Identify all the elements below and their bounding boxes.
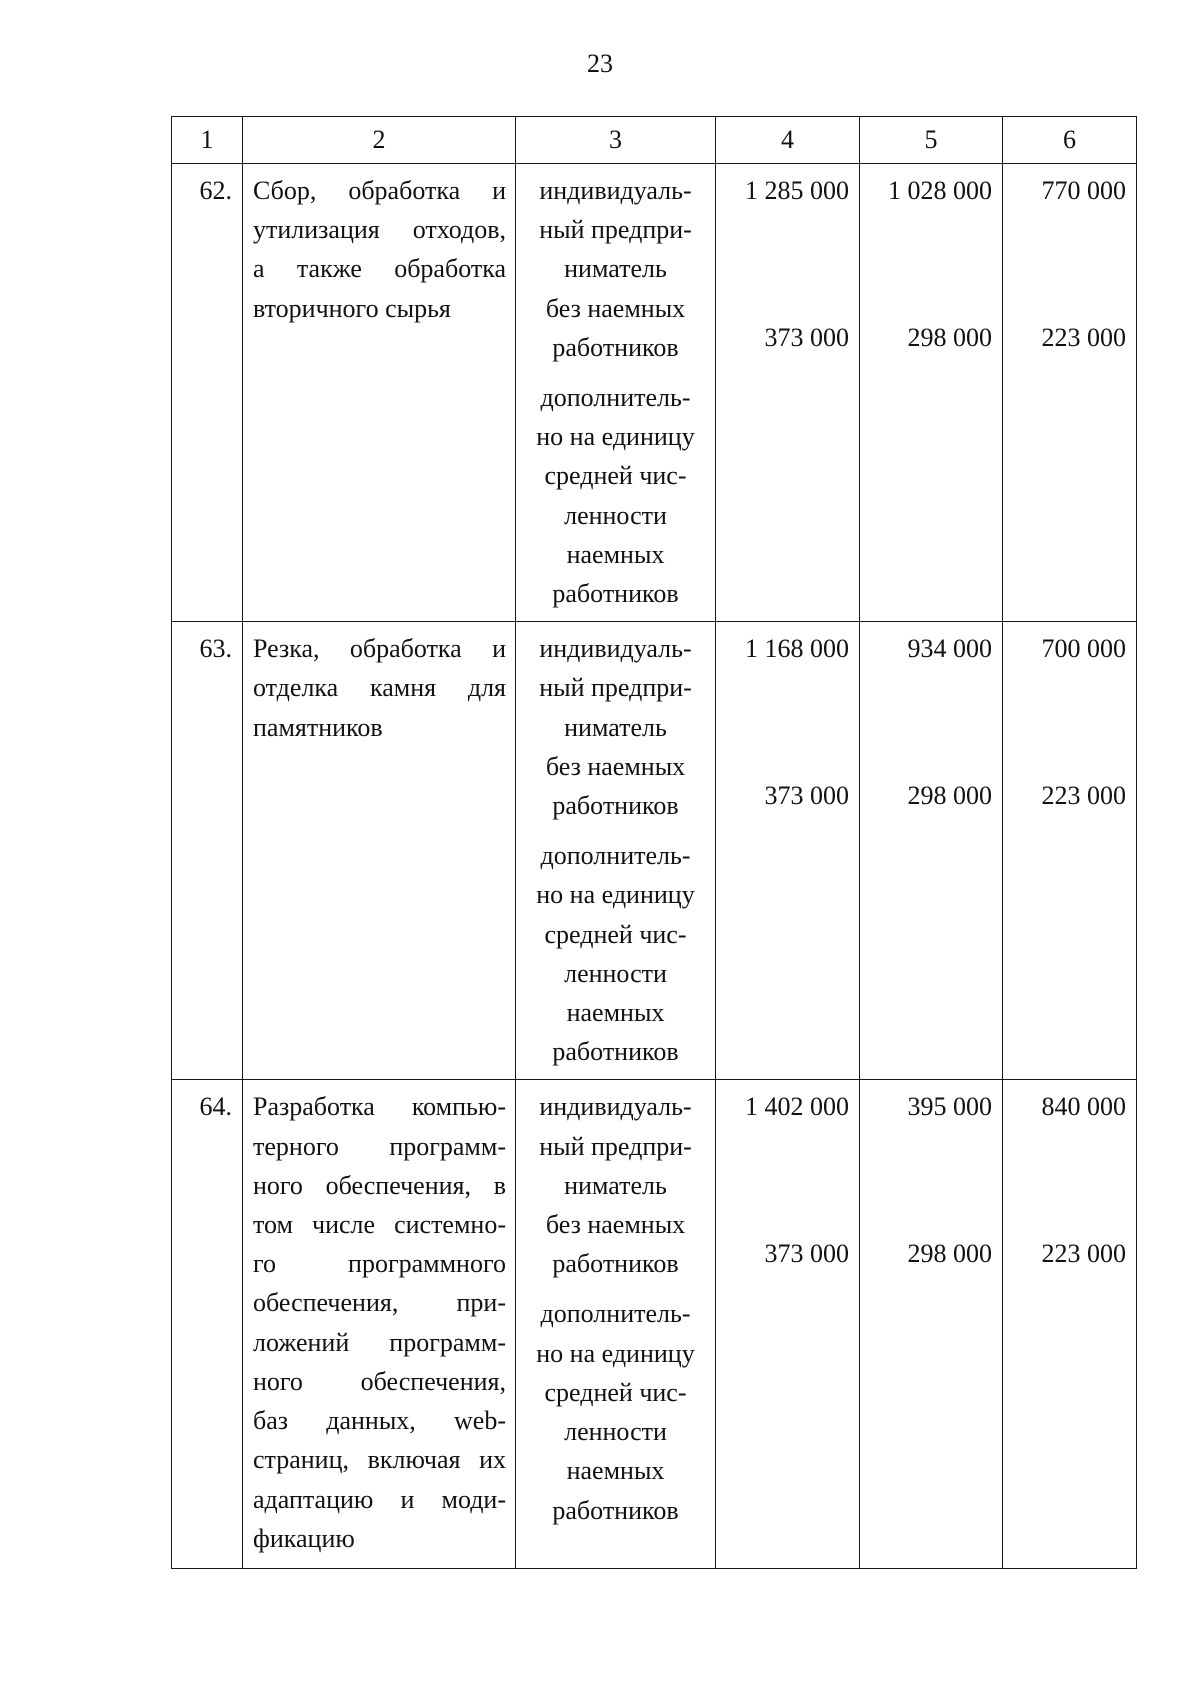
value-ip: 1 168 000 — [745, 634, 849, 664]
category-line: но на единицу — [536, 422, 695, 452]
category-line: ленности — [564, 1417, 667, 1447]
category-line: ный предпри- — [539, 1131, 692, 1161]
value-col-6 — [1003, 164, 1137, 622]
name-line: ложений программ- — [253, 1327, 506, 1357]
value-ip: 770 000 — [1041, 176, 1126, 205]
value-additional: 298 000 — [907, 781, 992, 811]
category-line: без наемных — [545, 293, 686, 323]
category-cell — [516, 164, 716, 622]
name-line: отделка камня для — [253, 673, 506, 703]
value-additional: 298 000 — [907, 1239, 992, 1269]
category-additional — [520, 1294, 711, 1529]
category-line: работников — [552, 332, 679, 362]
category-line: индивидуаль- — [539, 176, 692, 205]
activity-name — [243, 164, 516, 622]
name-line: а также обработка — [253, 254, 506, 284]
category-line: средней чис- — [544, 461, 687, 491]
category-line: без наемных — [545, 751, 686, 781]
value-ip: 1 028 000 — [888, 176, 992, 205]
category-line: наемных — [566, 998, 665, 1028]
name-line: терного программ- — [253, 1131, 506, 1161]
category-line: наемных — [566, 1456, 665, 1486]
category-line: средней чис- — [544, 1377, 687, 1407]
header-col-5: 5 — [860, 117, 1003, 164]
name-line: вторичного сырья — [253, 293, 451, 323]
name-line: баз данных, web- — [253, 1406, 506, 1436]
value-additional: 373 000 — [764, 323, 849, 352]
category-ip — [520, 171, 711, 367]
category-line: ниматель — [564, 712, 667, 742]
name-line: Разработка компью- — [253, 1092, 506, 1122]
value-col-6 — [1003, 1080, 1137, 1568]
category-line: но на единицу — [536, 1338, 695, 1368]
value-col-5 — [860, 164, 1003, 622]
header-col-1: 1 — [172, 117, 243, 164]
name-line: Резка, обработка и — [253, 634, 506, 664]
name-line: страниц, включая их — [253, 1445, 506, 1475]
value-ip: 934 000 — [907, 634, 992, 664]
name-line: том числе системно- — [253, 1210, 506, 1240]
value-additional: 223 000 — [1041, 323, 1126, 352]
category-additional — [520, 836, 711, 1071]
table-row — [172, 164, 1137, 622]
name-line: утилизация отходов, — [253, 215, 506, 245]
category-ip — [520, 1087, 711, 1283]
name-line: ного обеспечения, — [253, 1366, 506, 1396]
value-ip: 1 402 000 — [745, 1092, 849, 1122]
table-row — [172, 622, 1137, 1080]
value-additional: 298 000 — [907, 323, 992, 352]
value-ip: 840 000 — [1041, 1092, 1126, 1122]
value-additional: 223 000 — [1041, 781, 1126, 811]
activity-name — [243, 622, 516, 1080]
value-col-4 — [716, 164, 860, 622]
name-line: го программного — [253, 1249, 506, 1279]
header-col-2: 2 — [243, 117, 516, 164]
category-line: наемных — [566, 539, 665, 569]
name-line: адаптацию и моди- — [253, 1484, 506, 1514]
value-col-4 — [716, 1080, 860, 1568]
category-line: дополнитель- — [540, 1299, 691, 1329]
row-number: 63. — [172, 622, 243, 1080]
value-col-5 — [860, 1080, 1003, 1568]
category-line: работников — [552, 791, 679, 821]
category-line: работников — [552, 1037, 679, 1067]
category-line: ный предпри- — [539, 673, 692, 703]
header-col-4: 4 — [716, 117, 860, 164]
name-line: ного обеспечения, в — [253, 1170, 506, 1200]
category-ip — [520, 629, 711, 825]
value-additional: 373 000 — [764, 1239, 849, 1269]
activity-name — [243, 1080, 516, 1568]
category-line: работников — [552, 1495, 679, 1525]
name-line: памятников — [253, 712, 383, 742]
category-cell — [516, 1080, 716, 1568]
header-col-3: 3 — [516, 117, 716, 164]
category-line: ленности — [564, 958, 667, 988]
value-ip: 395 000 — [907, 1092, 992, 1122]
header-row — [172, 117, 1137, 164]
name-line: обеспечения, при- — [253, 1288, 506, 1318]
value-ip: 1 285 000 — [745, 176, 849, 205]
category-line: средней чис- — [544, 919, 687, 949]
category-line: дополнитель- — [540, 841, 691, 871]
row-number: 62. — [172, 164, 243, 622]
value-additional: 223 000 — [1041, 1239, 1126, 1269]
category-line: индивидуаль- — [539, 634, 692, 664]
header-col-6: 6 — [1003, 117, 1137, 164]
category-line: дополнитель- — [540, 383, 691, 413]
category-line: ленности — [564, 500, 667, 530]
value-col-5 — [860, 622, 1003, 1080]
category-line: ниматель — [564, 254, 667, 284]
category-line: без наемных — [545, 1210, 686, 1240]
page-number: 23 — [587, 49, 613, 78]
category-additional — [520, 378, 711, 613]
row-number: 64. — [172, 1080, 243, 1568]
category-line: ниматель — [564, 1170, 667, 1200]
category-line: работников — [552, 1249, 679, 1279]
name-line: фикацию — [253, 1523, 355, 1553]
table-row — [172, 1080, 1137, 1568]
category-line: индивидуаль- — [539, 1092, 692, 1122]
value-additional: 373 000 — [764, 781, 849, 811]
category-cell — [516, 622, 716, 1080]
category-line: работников — [552, 579, 679, 609]
value-col-4 — [716, 622, 860, 1080]
name-line: Сбор, обработка и — [253, 176, 506, 205]
value-col-6 — [1003, 622, 1137, 1080]
category-line: ный предпри- — [539, 215, 692, 245]
category-line: но на единицу — [536, 880, 695, 910]
value-ip: 700 000 — [1041, 634, 1126, 664]
tariff-table — [171, 116, 1137, 1569]
